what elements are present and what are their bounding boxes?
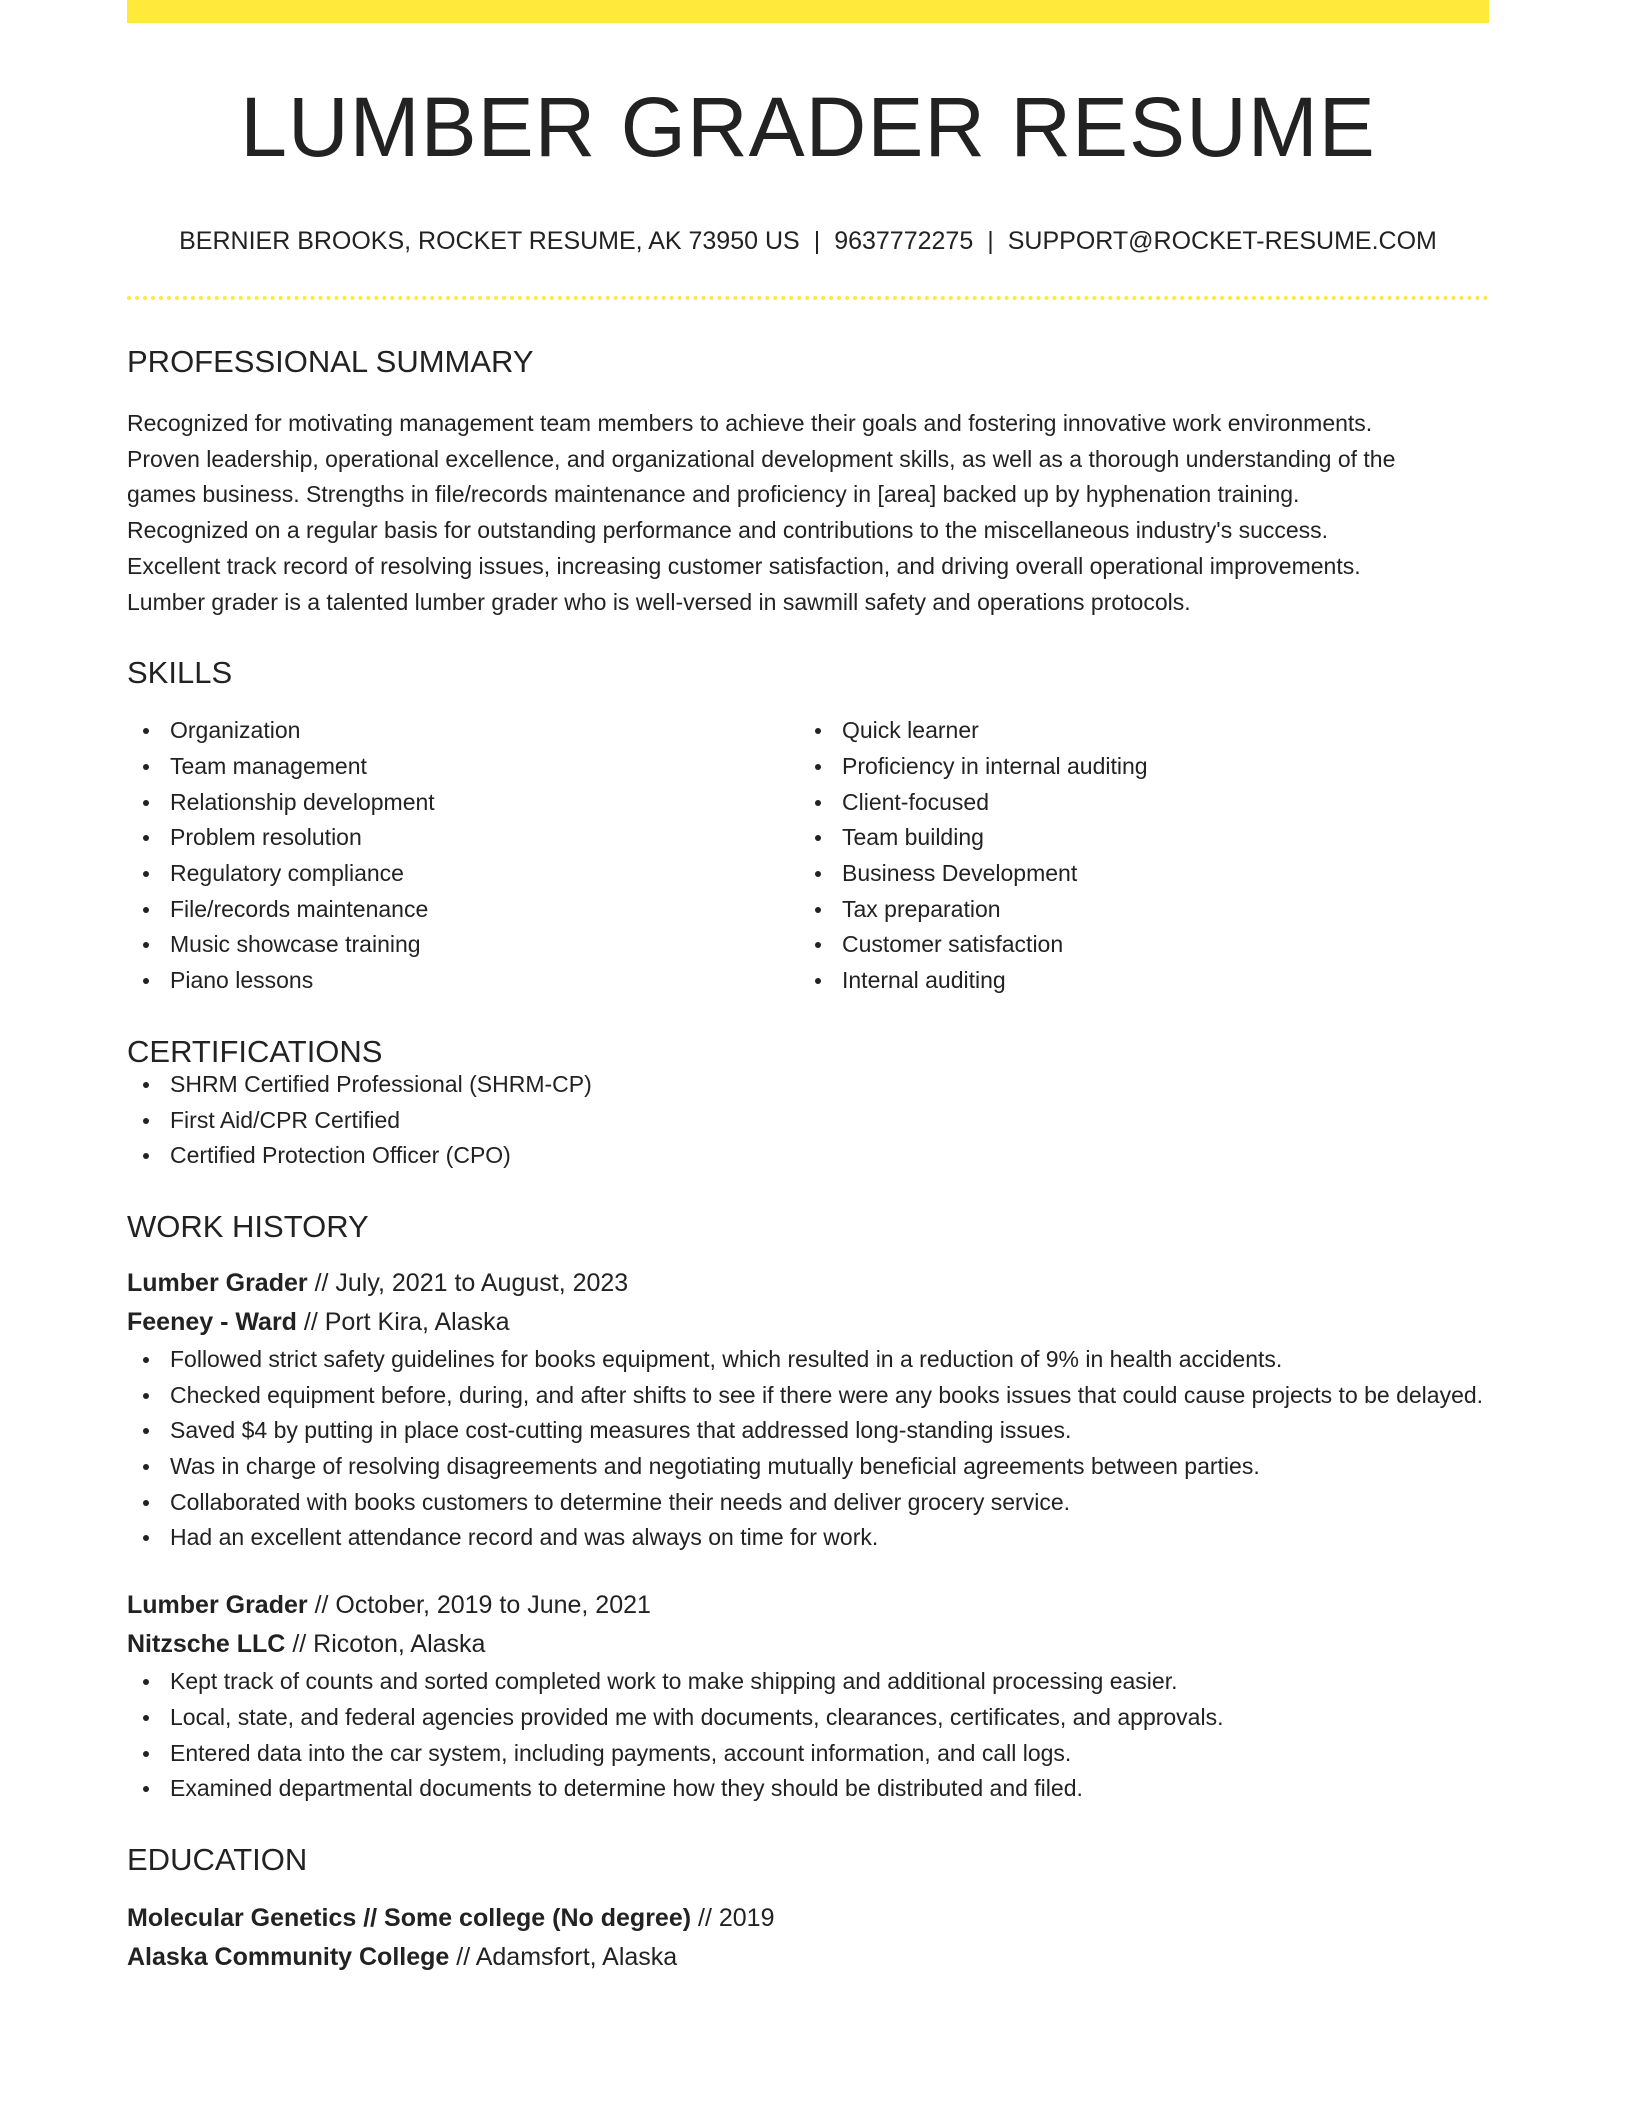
skill-item: Business Development (799, 856, 1471, 892)
education-heading: EDUCATION (127, 1841, 308, 1877)
job-title: Lumber Grader (127, 1591, 308, 1620)
contact-line (127, 229, 1489, 254)
contact-address: BERNIER BROOKS, ROCKET RESUME, AK 73950 US (179, 227, 800, 255)
education-entry (127, 1899, 1489, 1977)
job-bullet: Examined departmental documents to determine how they should be distributed and filed. (127, 1771, 1489, 1807)
job-bullet: Had an excellent attendance record and was always on time for work. (127, 1520, 1489, 1556)
education-school-line (127, 1938, 1489, 1977)
job-bullets (127, 1664, 1489, 1807)
contact-separator: | (813, 227, 821, 255)
job-bullet: Was in charge of resolving disagreements and negotiating mutually beneficial agreements between parties. (127, 1449, 1489, 1485)
job-bullet: Saved $4 by putting in place cost-cutting measures that addressed long-standing issues. (127, 1413, 1489, 1449)
job-company-line (127, 1625, 1489, 1664)
resume-page (127, 0, 1489, 1977)
summary-heading: PROFESSIONAL SUMMARY (127, 344, 534, 379)
skill-item: Music showcase training (127, 927, 799, 963)
contact-separator: | (987, 227, 994, 255)
job-bullet: Local, state, and federal agencies provided me with documents, clearances, certificates, and approvals. (127, 1700, 1489, 1736)
summary-line: Recognized on a regular basis for outstanding performance and contributions to the miscellaneous industry's success. (127, 517, 1329, 544)
skill-item: Customer satisfaction (799, 927, 1471, 963)
resume-title: LUMBER GRADER RESUME (240, 80, 1376, 174)
skill-item: Relationship development (127, 785, 799, 821)
job-entry (127, 1586, 1489, 1807)
education-location: // Adamsfort, Alaska (456, 1942, 678, 1971)
job-bullet: Collaborated with books customers to determine their needs and deliver grocery service. (127, 1485, 1489, 1521)
skill-item: Team management (127, 749, 799, 785)
skill-item: Regulatory compliance (127, 856, 799, 892)
summary-line: Excellent track record of resolving issues, increasing customer satisfaction, and driving overall operational improvements. (127, 552, 1361, 579)
job-dates: // October, 2019 to June, 2021 (314, 1591, 651, 1620)
skill-item: Problem resolution (127, 820, 799, 856)
summary-line: Recognized for motivating management team members to achieve their goals and fostering innovative work environments. (127, 410, 1373, 436)
education-degree-line (127, 1899, 1489, 1938)
job-company: Feeney - Ward (127, 1307, 297, 1336)
job-company: Nitzsche LLC (127, 1630, 286, 1659)
education-year: // 2019 (698, 1903, 775, 1932)
job-company-line (127, 1303, 1489, 1342)
job-location: // Port Kira, Alaska (303, 1307, 510, 1336)
skills-list-right (799, 713, 1471, 999)
job-title-line (127, 1264, 1489, 1303)
top-accent-bar (127, 0, 1489, 23)
skill-item: Proficiency in internal auditing (799, 749, 1471, 785)
job-bullet: Checked equipment before, during, and after shifts to see if there were any books issues that could cause projects to be delayed. (127, 1378, 1489, 1414)
certifications-heading: CERTIFICATIONS (127, 1033, 383, 1069)
job-bullet: Followed strict safety guidelines for books equipment, which resulted in a reduction of 9% in health accidents. (127, 1342, 1489, 1378)
certifications-list (127, 1067, 1489, 1174)
skills-columns (127, 713, 1489, 999)
job-title: Lumber Grader (127, 1268, 308, 1297)
summary-paragraph (127, 406, 1489, 620)
certification-item: Certified Protection Officer (CPO) (127, 1138, 1489, 1174)
skills-list-left (127, 713, 799, 999)
contact-email: SUPPORT@ROCKET-RESUME.COM (1007, 227, 1437, 255)
skill-item: Piano lessons (127, 963, 799, 999)
job-entry (127, 1264, 1489, 1556)
job-location: // Ricoton, Alaska (292, 1630, 486, 1659)
dotted-divider (127, 296, 1489, 300)
summary-line: Lumber grader is a talented lumber grader who is well-versed in sawmill safety and operations protocols. (127, 588, 1191, 615)
job-bullet: Entered data into the car system, including payments, account information, and call logs. (127, 1736, 1489, 1772)
work-history-heading: WORK HISTORY (127, 1208, 369, 1244)
education-degree: Molecular Genetics // Some college (No degree) (127, 1903, 692, 1932)
skill-item: Organization (127, 713, 799, 749)
job-bullets (127, 1342, 1489, 1556)
summary-line: Proven leadership, operational excellence, and organizational development skills, as well as a thorough understanding of the (127, 445, 1396, 472)
skill-item: Client-focused (799, 785, 1471, 821)
summary-line: games business. Strengths in file/records maintenance and proficiency in [area] backed up by hyphenation training. (127, 481, 1300, 508)
skill-item: Team building (799, 820, 1471, 856)
job-bullet: Kept track of counts and sorted completed work to make shipping and additional processing easier. (127, 1664, 1489, 1700)
certification-item: First Aid/CPR Certified (127, 1103, 1489, 1139)
certification-item: SHRM Certified Professional (SHRM-CP) (127, 1067, 1489, 1103)
job-dates: // July, 2021 to August, 2023 (314, 1268, 629, 1297)
skills-heading: SKILLS (127, 655, 233, 691)
contact-phone: 9637772275 (834, 227, 974, 255)
skill-item: Internal auditing (799, 963, 1471, 999)
skill-item: Quick learner (799, 713, 1471, 749)
skill-item: Tax preparation (799, 892, 1471, 928)
skill-item: File/records maintenance (127, 892, 799, 928)
education-school: Alaska Community College (127, 1942, 450, 1971)
job-title-line (127, 1586, 1489, 1625)
